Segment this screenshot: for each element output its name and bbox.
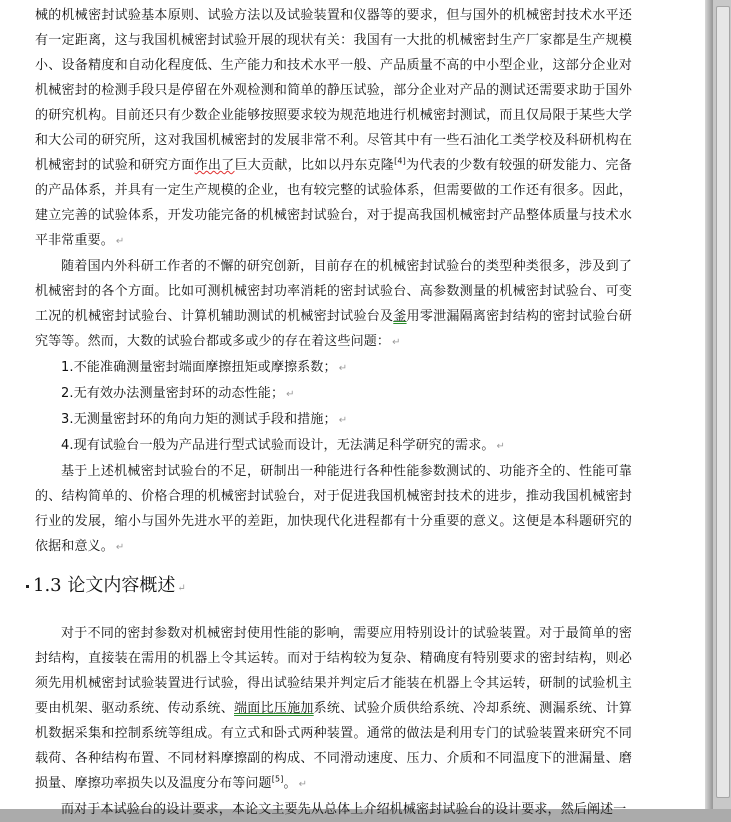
scrollbar-thumb[interactable]	[716, 6, 730, 798]
list-item-text: 2.无有效办法测量密封环的动态性能；	[61, 386, 285, 401]
body-paragraph-3	[35, 459, 632, 560]
list-item	[35, 433, 632, 459]
paragraph-mark-icon: ↵	[177, 583, 186, 594]
grammar-flagged-text[interactable]: 端面比压施加	[234, 701, 314, 716]
paragraph-1-text-b: 巨大贡献，比如以丹东克隆	[234, 158, 395, 173]
paragraph-mark-icon: ↵	[115, 236, 125, 247]
paragraph-4-text-end: 。	[283, 776, 297, 791]
section-heading-text: 1.3 论文内容概述	[33, 575, 176, 596]
paragraph-2-text-b: 用零泄漏隔离密封结构的密封试验台研究等等。然而，大数的试验台都或多或少的存在着这些问题：	[35, 309, 632, 349]
list-item-text: 1.不能准确测量密封端面摩擦扭矩或摩擦系数；	[61, 360, 337, 375]
citation-ref-5[interactable]: [5]	[271, 774, 284, 784]
list-item	[35, 407, 632, 433]
document-body	[35, 3, 632, 822]
body-paragraph-4	[35, 621, 632, 797]
paragraph-mark-icon: ↵	[115, 542, 125, 553]
paragraph-mark-icon: ↵	[338, 415, 348, 426]
grammar-flagged-text[interactable]: 釜	[393, 309, 407, 324]
section-heading	[26, 568, 632, 607]
paragraph-2-text-a: 随着国内外科研工作者的不懈的研究创新，目前存在的机械密封试验台的类型种类很多，涉及到了机械密封的各个方面。比如可测机械密封功率消耗的密封试验台、高参数测量的机械密封试验台、可变工况的机械密封试验台、计算机辅助测试的机械密封试验台及	[35, 259, 632, 324]
list-item-text: 3.无测量密封环的角向力矩的测试手段和措施；	[61, 412, 337, 427]
paragraph-mark-icon: ↵	[286, 389, 295, 400]
list-item	[35, 381, 632, 407]
paragraph-mark-icon: ↵	[392, 337, 401, 348]
vertical-scrollbar[interactable]	[712, 0, 731, 809]
body-paragraph-2	[35, 254, 632, 355]
heading-bullet-icon	[26, 585, 29, 588]
citation-ref-4[interactable]: [4]	[394, 156, 406, 166]
paragraph-1-text-c: 为代表的少数有较强的研发能力、完备的产品体系，并具有一定生产规模的企业，也有较完整的试验体系，但需要做的工作还有很多。因此，建立完善的试验体系，开发功能完备的机械密封试验台，对于提高我国机械密封产品整体质量与技术水平非常重要。	[35, 158, 632, 248]
paragraph-1-text-a: 械的机械密封试验基本原则、试验方法以及试验装置和仪器等的要求，但与国外的机械密封技术水平还有一定距离，这与我国机械密封试验开展的现状有关：我国有一大批的机械密封生产厂家都是生产规模小、设备精度和自动化程度低、生产能力和技术水平一般、产品质量不高的中小型企业，这部分企业对机械密封的检测手段只是停留在外观检测和简单的静压试验，部分企业对产品的测试还需要求助于国外的研究机构。目前还只有少数企业能够按照要求较为规范地进行机械密封测试，而且仅局限于某些大学和大公司的研究所，这对我国机械密封的发展非常不利。尽管其中有一些石油化工类学校及科研机构在机械密封的试验和研究方面	[35, 8, 632, 173]
body-paragraph-5-partial	[35, 797, 632, 822]
paragraph-3-text: 基于上述机械密封试验台的不足，研制出一种能进行各种性能参数测试的、功能齐全的、性能可靠的、结构简单的、价格合理的机械密封试验台，对于促进我国机械密封技术的进步，推动我国机械密封行业的发展，缩小与国外先进水平的差距，加快现代化进程都有十分重要的意义。这便是本科题研究的依据和意义。	[35, 464, 632, 554]
paragraph-5-text: 而对于本试验台的设计要求，本论文主要先从总体上介绍机械密封试验台的设计要求，然后阐述一	[61, 802, 627, 817]
body-paragraph-1	[35, 3, 632, 254]
paragraph-4-text-b: 系统、试验介质供给系统、冷却系统、测漏系统、计算机数据采集和控制系统等组成。有立式和卧式两种装置。通常的做法是利用专门的试验装置来研究不同载荷、各种结构布置、不同材料摩擦副的构成、不同滑动速度、压力、介质和不同温度下的泄漏量、磨损量、摩擦功率损失以及温度分布等问题	[35, 701, 632, 791]
paragraph-mark-icon: ↵	[298, 779, 308, 790]
paragraph-mark-icon: ↵	[338, 363, 348, 374]
paragraph-mark-icon: ↵	[496, 441, 506, 452]
list-item	[35, 355, 632, 381]
list-item-text: 4.现有试验台一般为产品进行型式试验而设计，无法满足科学研究的需求。	[61, 438, 495, 453]
spelling-flagged-text[interactable]: 作出了	[194, 158, 235, 173]
page-edge-shadow	[705, 0, 712, 809]
paragraph-4-text-a: 对于不同的密封参数对机械密封使用性能的影响，需要应用特别设计的试验装置。对于最简单的密封结构，直接装在需用的机器上令其运转。而对于结构较为复杂、精确度有特别要求的密封结构，则必须先用机械密封试验装置进行试验，得出试验结果并判定后才能装在机器上令其运转，研制的试验机主要由机架、驱动系统、传动系统、	[35, 626, 632, 716]
